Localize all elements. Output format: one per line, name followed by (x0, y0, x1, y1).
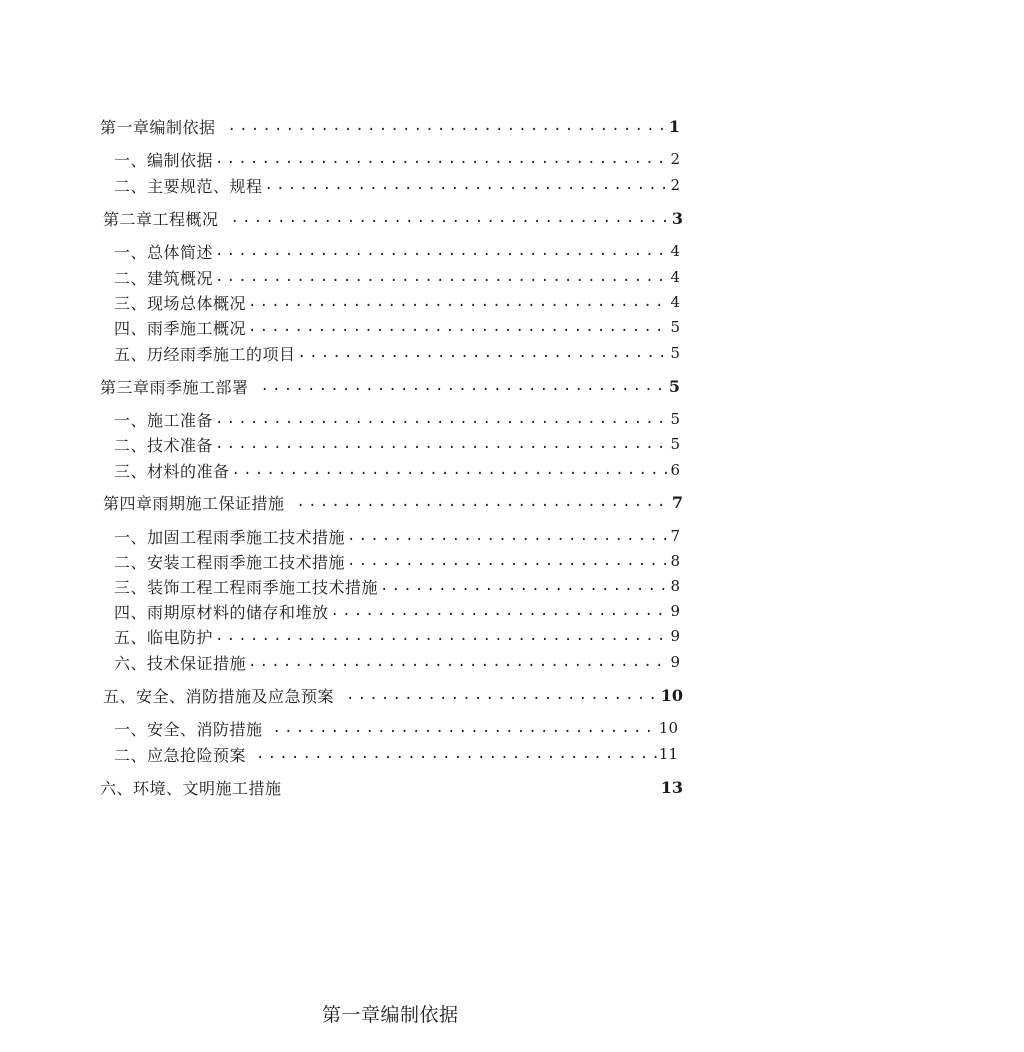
dot-leader (248, 319, 668, 335)
toc-entry-page: 9 (670, 653, 680, 671)
toc-entry-label: 三、材料的准备 (114, 461, 230, 481)
toc-entry-page: 8 (670, 577, 680, 595)
dot-leader (215, 411, 668, 427)
toc-entry (114, 239, 680, 263)
dot-leader (215, 436, 668, 452)
toc-entry (100, 114, 680, 138)
toc-entry-page: 5 (670, 344, 680, 362)
toc-entry-label: 一、加固工程雨季施工技术措施 (114, 527, 346, 547)
toc-entry-page: 5 (670, 435, 680, 453)
toc-entry-label: 第三章雨季施工部署 (100, 377, 249, 397)
toc-entry-label: 五、安全、消防措施及应急预案 (103, 686, 335, 706)
toc-entry (114, 265, 680, 289)
chapter-heading: 第一章编制依据 (322, 1004, 459, 1026)
dot-leader (248, 294, 668, 310)
dot-leader (232, 462, 669, 478)
toc-entry-label: 二、建筑概况 (114, 268, 214, 288)
dot-leader (347, 528, 668, 544)
toc-entry-page: 4 (670, 293, 680, 311)
dot-leader (228, 118, 667, 134)
toc-entry-page: 9 (670, 602, 680, 620)
toc-entry-label: 二、主要规范、规程 (114, 176, 263, 196)
toc-entry-label: 一、施工准备 (114, 410, 214, 430)
toc-entry-label: 五、临电防护 (114, 627, 214, 647)
toc-entry-label: 一、编制依据 (114, 150, 214, 170)
toc-entry-page: 7 (670, 527, 680, 545)
toc-entry-page: 9 (670, 627, 680, 645)
toc-entry (103, 683, 683, 707)
toc-entry-label: 四、雨季施工概况 (114, 318, 247, 338)
toc-entry-label: 五、历经雨季施工的项目 (114, 344, 296, 364)
toc-entry-page: 10 (658, 719, 678, 737)
dot-leader (215, 628, 668, 644)
dot-leader (231, 210, 670, 226)
dot-leader (215, 151, 668, 167)
dot-leader (261, 378, 667, 394)
toc-entry-page: 5 (668, 376, 680, 396)
dot-leader (346, 687, 659, 703)
toc-entry-label: 第二章工程概况 (103, 209, 219, 229)
toc-entry-page: 8 (670, 552, 680, 570)
toc-entry (100, 775, 683, 799)
dot-leader (256, 746, 657, 762)
toc-entry (114, 147, 680, 171)
toc-entry-label: 二、技术准备 (114, 435, 214, 455)
toc-entry-page: 5 (670, 410, 680, 428)
toc-entry-label: 六、技术保证措施 (114, 653, 247, 673)
toc-entry (114, 742, 678, 766)
dot-leader (215, 269, 668, 285)
toc-entry-page: 11 (658, 745, 678, 763)
dot-leader (265, 177, 669, 193)
toc-entry (114, 341, 680, 365)
toc-entry (114, 650, 680, 674)
toc-entry (103, 490, 683, 514)
toc-entry (114, 458, 680, 482)
toc-entry (114, 407, 680, 431)
toc-entry-label: 第四章雨期施工保证措施 (103, 493, 285, 513)
toc-entry-page: 5 (670, 318, 680, 336)
toc-entry (114, 549, 680, 573)
toc-entry-page: 10 (660, 685, 683, 705)
toc-entry (114, 173, 680, 197)
toc-entry-page: 4 (670, 268, 680, 286)
toc-entry-page: 6 (670, 461, 680, 479)
dot-leader (380, 578, 668, 594)
toc-entry-label: 第一章编制依据 (100, 117, 216, 137)
toc-entry (103, 206, 683, 230)
toc-entry (114, 432, 680, 456)
toc-entry (114, 524, 680, 548)
dot-leader (298, 345, 669, 361)
toc-entry-page: 7 (671, 492, 683, 512)
toc-entry-page: 4 (670, 242, 680, 260)
toc-entry-label: 三、装饰工程工程雨季施工技术措施 (114, 577, 379, 597)
toc-entry (114, 716, 678, 740)
toc-entry-page: 3 (671, 208, 683, 228)
toc-entry (114, 315, 680, 339)
toc-entry (114, 290, 680, 314)
toc-entry-page: 13 (660, 777, 683, 797)
dot-leader (331, 603, 669, 619)
dot-leader (215, 243, 668, 259)
toc-entry (100, 374, 680, 398)
dot-leader (248, 654, 668, 670)
toc-entry-label: 一、安全、消防措施 (114, 719, 263, 739)
toc-entry-label: 二、安装工程雨季施工技术措施 (114, 552, 346, 572)
toc-entry (114, 624, 680, 648)
toc-entry-page: 2 (670, 176, 680, 194)
toc-entry-page: 2 (670, 150, 680, 168)
toc-entry-label: 一、总体简述 (114, 242, 214, 262)
toc-entry-label: 六、环境、文明施工措施 (100, 778, 282, 798)
dot-leader (273, 720, 657, 736)
toc-entry-label: 三、现场总体概况 (114, 293, 247, 313)
toc-entry-page: 1 (668, 116, 680, 136)
toc-entry (114, 599, 680, 623)
toc-entry (114, 574, 680, 598)
dot-leader (347, 553, 668, 569)
toc-entry-label: 二、应急抢险预案 (114, 745, 247, 765)
toc-entry-label: 四、雨期原材料的储存和堆放 (114, 602, 329, 622)
dot-leader (297, 494, 670, 510)
